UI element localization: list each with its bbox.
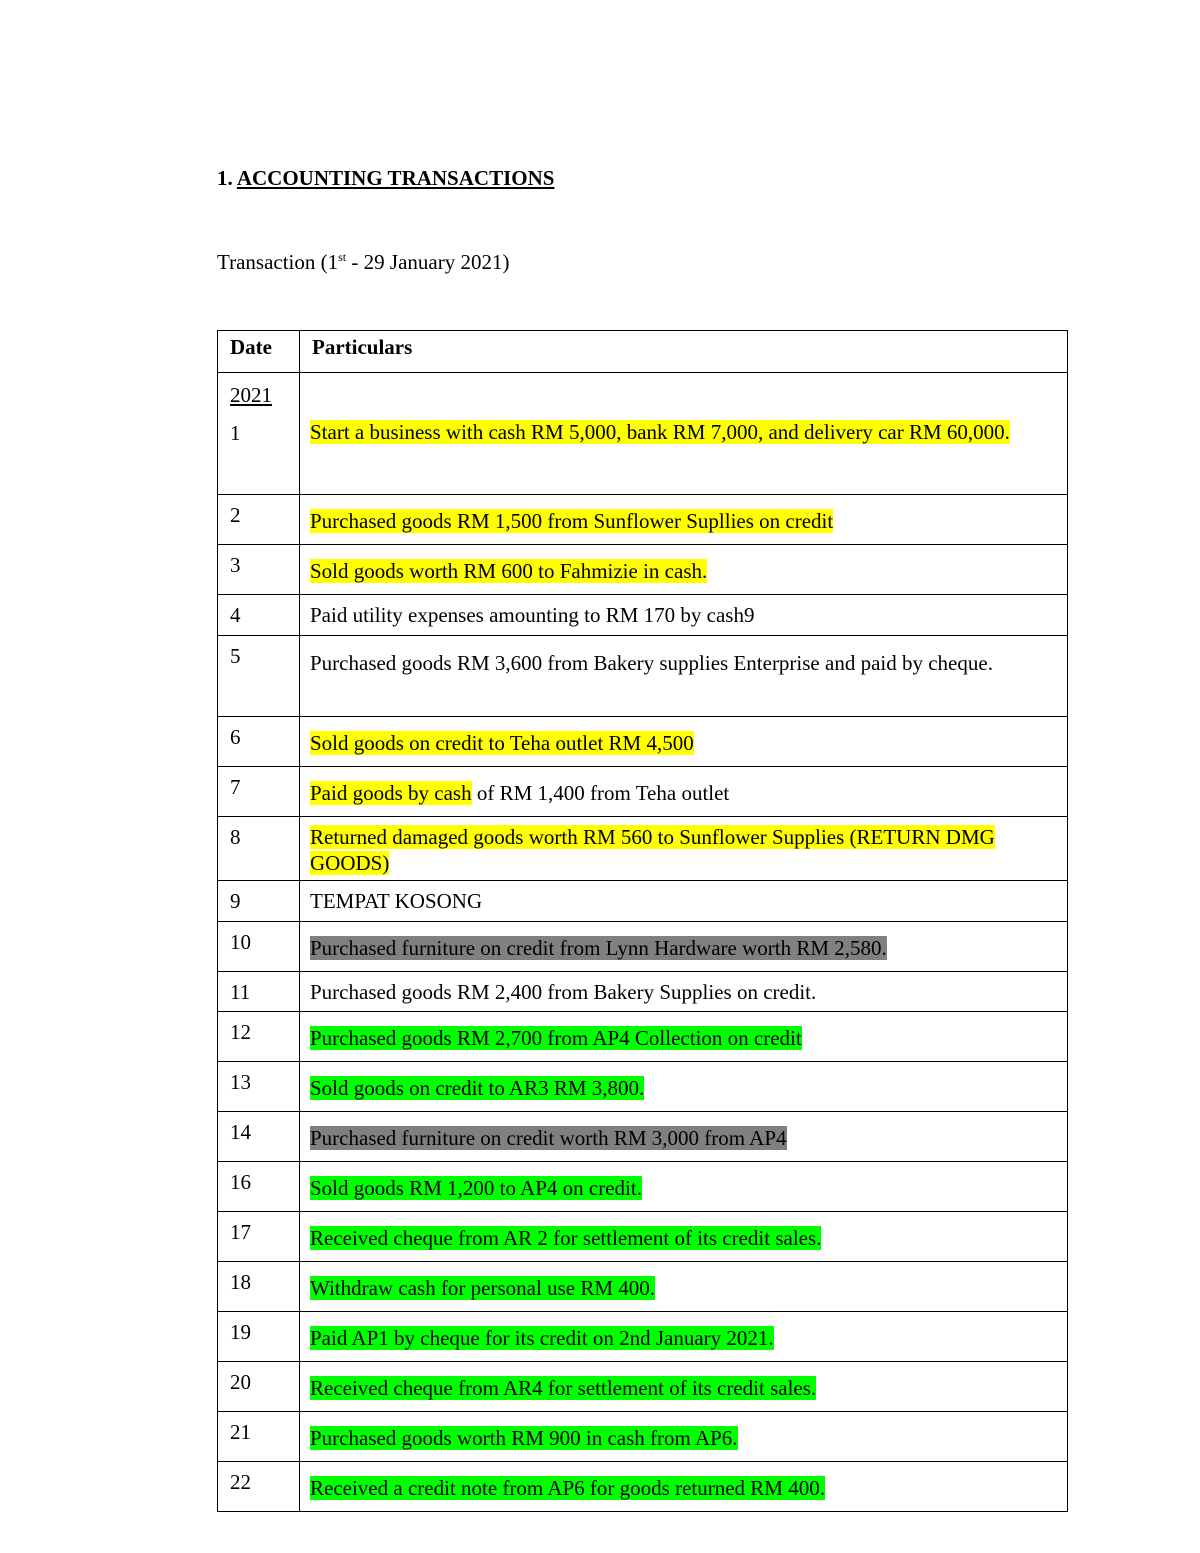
date-cell-content [218,495,299,532]
table-row [218,1312,1068,1362]
table-row [218,1212,1068,1262]
date-cell-content [218,1062,299,1099]
date-cell-content [218,1212,299,1249]
transaction-period [217,250,509,275]
highlighted-text: Sold goods worth RM 600 to Fahmizie in cash. [310,559,708,583]
date-cell-content [218,373,299,450]
date-cell [218,1012,300,1062]
date-cell [218,922,300,972]
particulars-text: TEMPAT KOSONG [310,889,483,913]
date-value: 13 [230,1070,251,1094]
date-cell-content [218,1262,299,1299]
date-cell [218,1062,300,1112]
table-header-row [218,331,1068,373]
date-cell [218,373,300,495]
date-cell [218,817,300,881]
highlighted-text: Received a credit note from AP6 for goods returned RM 400. [310,1476,825,1500]
date-cell-content [218,1412,299,1449]
date-cell-content [218,972,299,1009]
highlighted-text: Paid AP1 by cheque for its credit on 2nd January 2021. [310,1326,774,1350]
particulars-cell-content [300,767,1067,816]
date-cell-content [218,767,299,804]
particulars-header-label: Particulars [312,335,413,359]
date-cell [218,881,300,922]
date-cell [218,1212,300,1262]
highlighted-text: Sold goods RM 1,200 to AP4 on credit. [310,1176,642,1200]
section-heading [217,166,554,191]
highlighted-text: Paid goods by cash [310,781,472,805]
date-cell-content [218,1362,299,1399]
date-value: 7 [230,775,241,799]
date-cell [218,717,300,767]
particulars-cell [300,636,1068,717]
year-label: 2021 [230,383,272,407]
particulars-cell-content [300,1162,1067,1211]
date-cell [218,1262,300,1312]
particulars-cell [300,495,1068,545]
particulars-cell-content [300,1112,1067,1161]
highlighted-text: Start a business with cash RM 5,000, bank RM 7,000, and delivery car RM 60,000. [310,420,1010,444]
date-header-label: Date [230,335,272,359]
date-value: 4 [230,603,241,627]
period-superscript: st [338,250,347,264]
highlighted-text: Purchased goods worth RM 900 in cash from AP6. [310,1426,738,1450]
particulars-cell-content [300,373,1067,455]
particulars-cell [300,545,1068,595]
table-row [218,1112,1068,1162]
date-value: 12 [230,1020,251,1044]
particulars-cell [300,767,1068,817]
date-cell-content [218,1462,299,1499]
date-value: 3 [230,553,241,577]
particulars-cell [300,972,1068,1012]
date-cell [218,767,300,817]
particulars-cell [300,373,1068,495]
table-row [218,595,1068,636]
particulars-cell [300,817,1068,881]
table-row [218,717,1068,767]
particulars-cell-content [300,1062,1067,1111]
date-value: 6 [230,725,241,749]
date-cell-content [218,1112,299,1149]
date-value: 8 [230,825,241,849]
date-cell [218,1312,300,1362]
particulars-cell [300,1412,1068,1462]
date-header [218,331,300,373]
highlighted-text: Withdraw cash for personal use RM 400. [310,1276,655,1300]
date-cell-content [218,922,299,959]
date-cell-content [218,595,299,632]
date-value: 18 [230,1270,251,1294]
particulars-cell [300,1362,1068,1412]
date-cell [218,545,300,595]
date-cell-content [218,1162,299,1199]
particulars-cell [300,1112,1068,1162]
date-cell [218,1112,300,1162]
highlighted-text: Received cheque from AR4 for settlement of its credit sales. [310,1376,817,1400]
particulars-cell [300,717,1068,767]
table-row [218,972,1068,1012]
date-value: 17 [230,1220,251,1244]
date-value: 9 [230,889,241,913]
table-row [218,373,1068,495]
date-value: 2 [230,503,241,527]
date-value: 1 [230,421,241,445]
particulars-cell [300,1262,1068,1312]
highlighted-text: Purchased furniture on credit from Lynn Hardware worth RM 2,580. [310,936,887,960]
table-row [218,1162,1068,1212]
table-row [218,495,1068,545]
date-value: 14 [230,1120,251,1144]
date-value: 16 [230,1170,251,1194]
highlighted-text: Sold goods on credit to AR3 RM 3,800. [310,1076,645,1100]
date-cell [218,1462,300,1512]
particulars-cell [300,881,1068,922]
particulars-cell [300,1012,1068,1062]
date-value: 21 [230,1420,251,1444]
date-cell [218,636,300,717]
date-cell [218,1412,300,1462]
date-value: 22 [230,1470,251,1494]
particulars-cell-content [300,595,1067,632]
table-row [218,881,1068,922]
date-cell [218,1162,300,1212]
date-cell-content [218,1012,299,1049]
particulars-cell-content [300,817,1067,880]
particulars-cell-content [300,881,1067,918]
particulars-cell-content [300,1312,1067,1361]
period-prefix: Transaction (1 [217,250,339,274]
table-row [218,1412,1068,1462]
particulars-cell-content [300,545,1067,594]
table-row [218,1262,1068,1312]
particulars-text: Purchased goods RM 3,600 from Bakery supplies Enterprise and paid by cheque. [310,651,993,675]
table-row [218,1062,1068,1112]
date-value: 5 [230,644,241,668]
date-cell-content [218,545,299,582]
particulars-text: of RM 1,400 from Teha outlet [471,781,730,805]
highlighted-text: Returned damaged goods worth RM 560 to Sunflower Supplies (RETURN DMG GOODS) [310,825,995,875]
table-row [218,767,1068,817]
date-cell-content [218,636,299,673]
particulars-cell-content [300,1412,1067,1461]
date-cell-content [218,881,299,918]
particulars-cell [300,1162,1068,1212]
highlighted-text: Purchased furniture on credit worth RM 3,000 from AP4 [310,1126,787,1150]
particulars-cell-content [300,972,1067,1009]
particulars-cell [300,922,1068,972]
highlighted-text: Received cheque from AR 2 for settlement of its credit sales. [310,1226,822,1250]
date-value: 10 [230,930,251,954]
highlighted-text: Purchased goods RM 1,500 from Sunflower Supllies on credit [310,509,834,533]
highlighted-text: Sold goods on credit to Teha outlet RM 4,500 [310,731,694,755]
transactions-body [218,373,1068,1512]
date-cell [218,1362,300,1412]
table-row [218,817,1068,881]
heading-number: 1. [217,166,233,190]
particulars-cell [300,1062,1068,1112]
date-cell [218,972,300,1012]
transactions-table [217,330,1068,1512]
particulars-header [300,331,1068,373]
particulars-cell-content [300,717,1067,766]
date-cell [218,495,300,545]
table-row [218,1012,1068,1062]
particulars-cell [300,1312,1068,1362]
particulars-cell-content [300,922,1067,971]
date-value: 11 [230,980,251,1004]
particulars-cell [300,1462,1068,1512]
particulars-cell-content [300,495,1067,544]
table-row [218,922,1068,972]
particulars-cell-content [300,1262,1067,1311]
particulars-cell-content [300,1462,1067,1511]
particulars-cell-content [300,1012,1067,1061]
particulars-text: Purchased goods RM 2,400 from Bakery Supplies on credit. [310,980,817,1004]
date-cell-content [218,717,299,754]
particulars-cell-content [300,1212,1067,1261]
table-row [218,636,1068,717]
particulars-cell [300,1212,1068,1262]
date-value: 20 [230,1370,251,1394]
date-cell-content [218,1312,299,1349]
period-suffix: - 29 January 2021) [346,250,510,274]
particulars-cell [300,595,1068,636]
date-cell [218,595,300,636]
date-value: 19 [230,1320,251,1344]
particulars-text: Paid utility expenses amounting to RM 170 by cash9 [310,603,755,627]
table-row [218,1462,1068,1512]
particulars-cell-content [300,636,1067,687]
particulars-cell-content [300,1362,1067,1411]
highlighted-text: Purchased goods RM 2,700 from AP4 Collection on credit [310,1026,802,1050]
heading-title: ACCOUNTING TRANSACTIONS [236,166,555,190]
date-cell-content [218,817,299,854]
table-row [218,1362,1068,1412]
table-row [218,545,1068,595]
